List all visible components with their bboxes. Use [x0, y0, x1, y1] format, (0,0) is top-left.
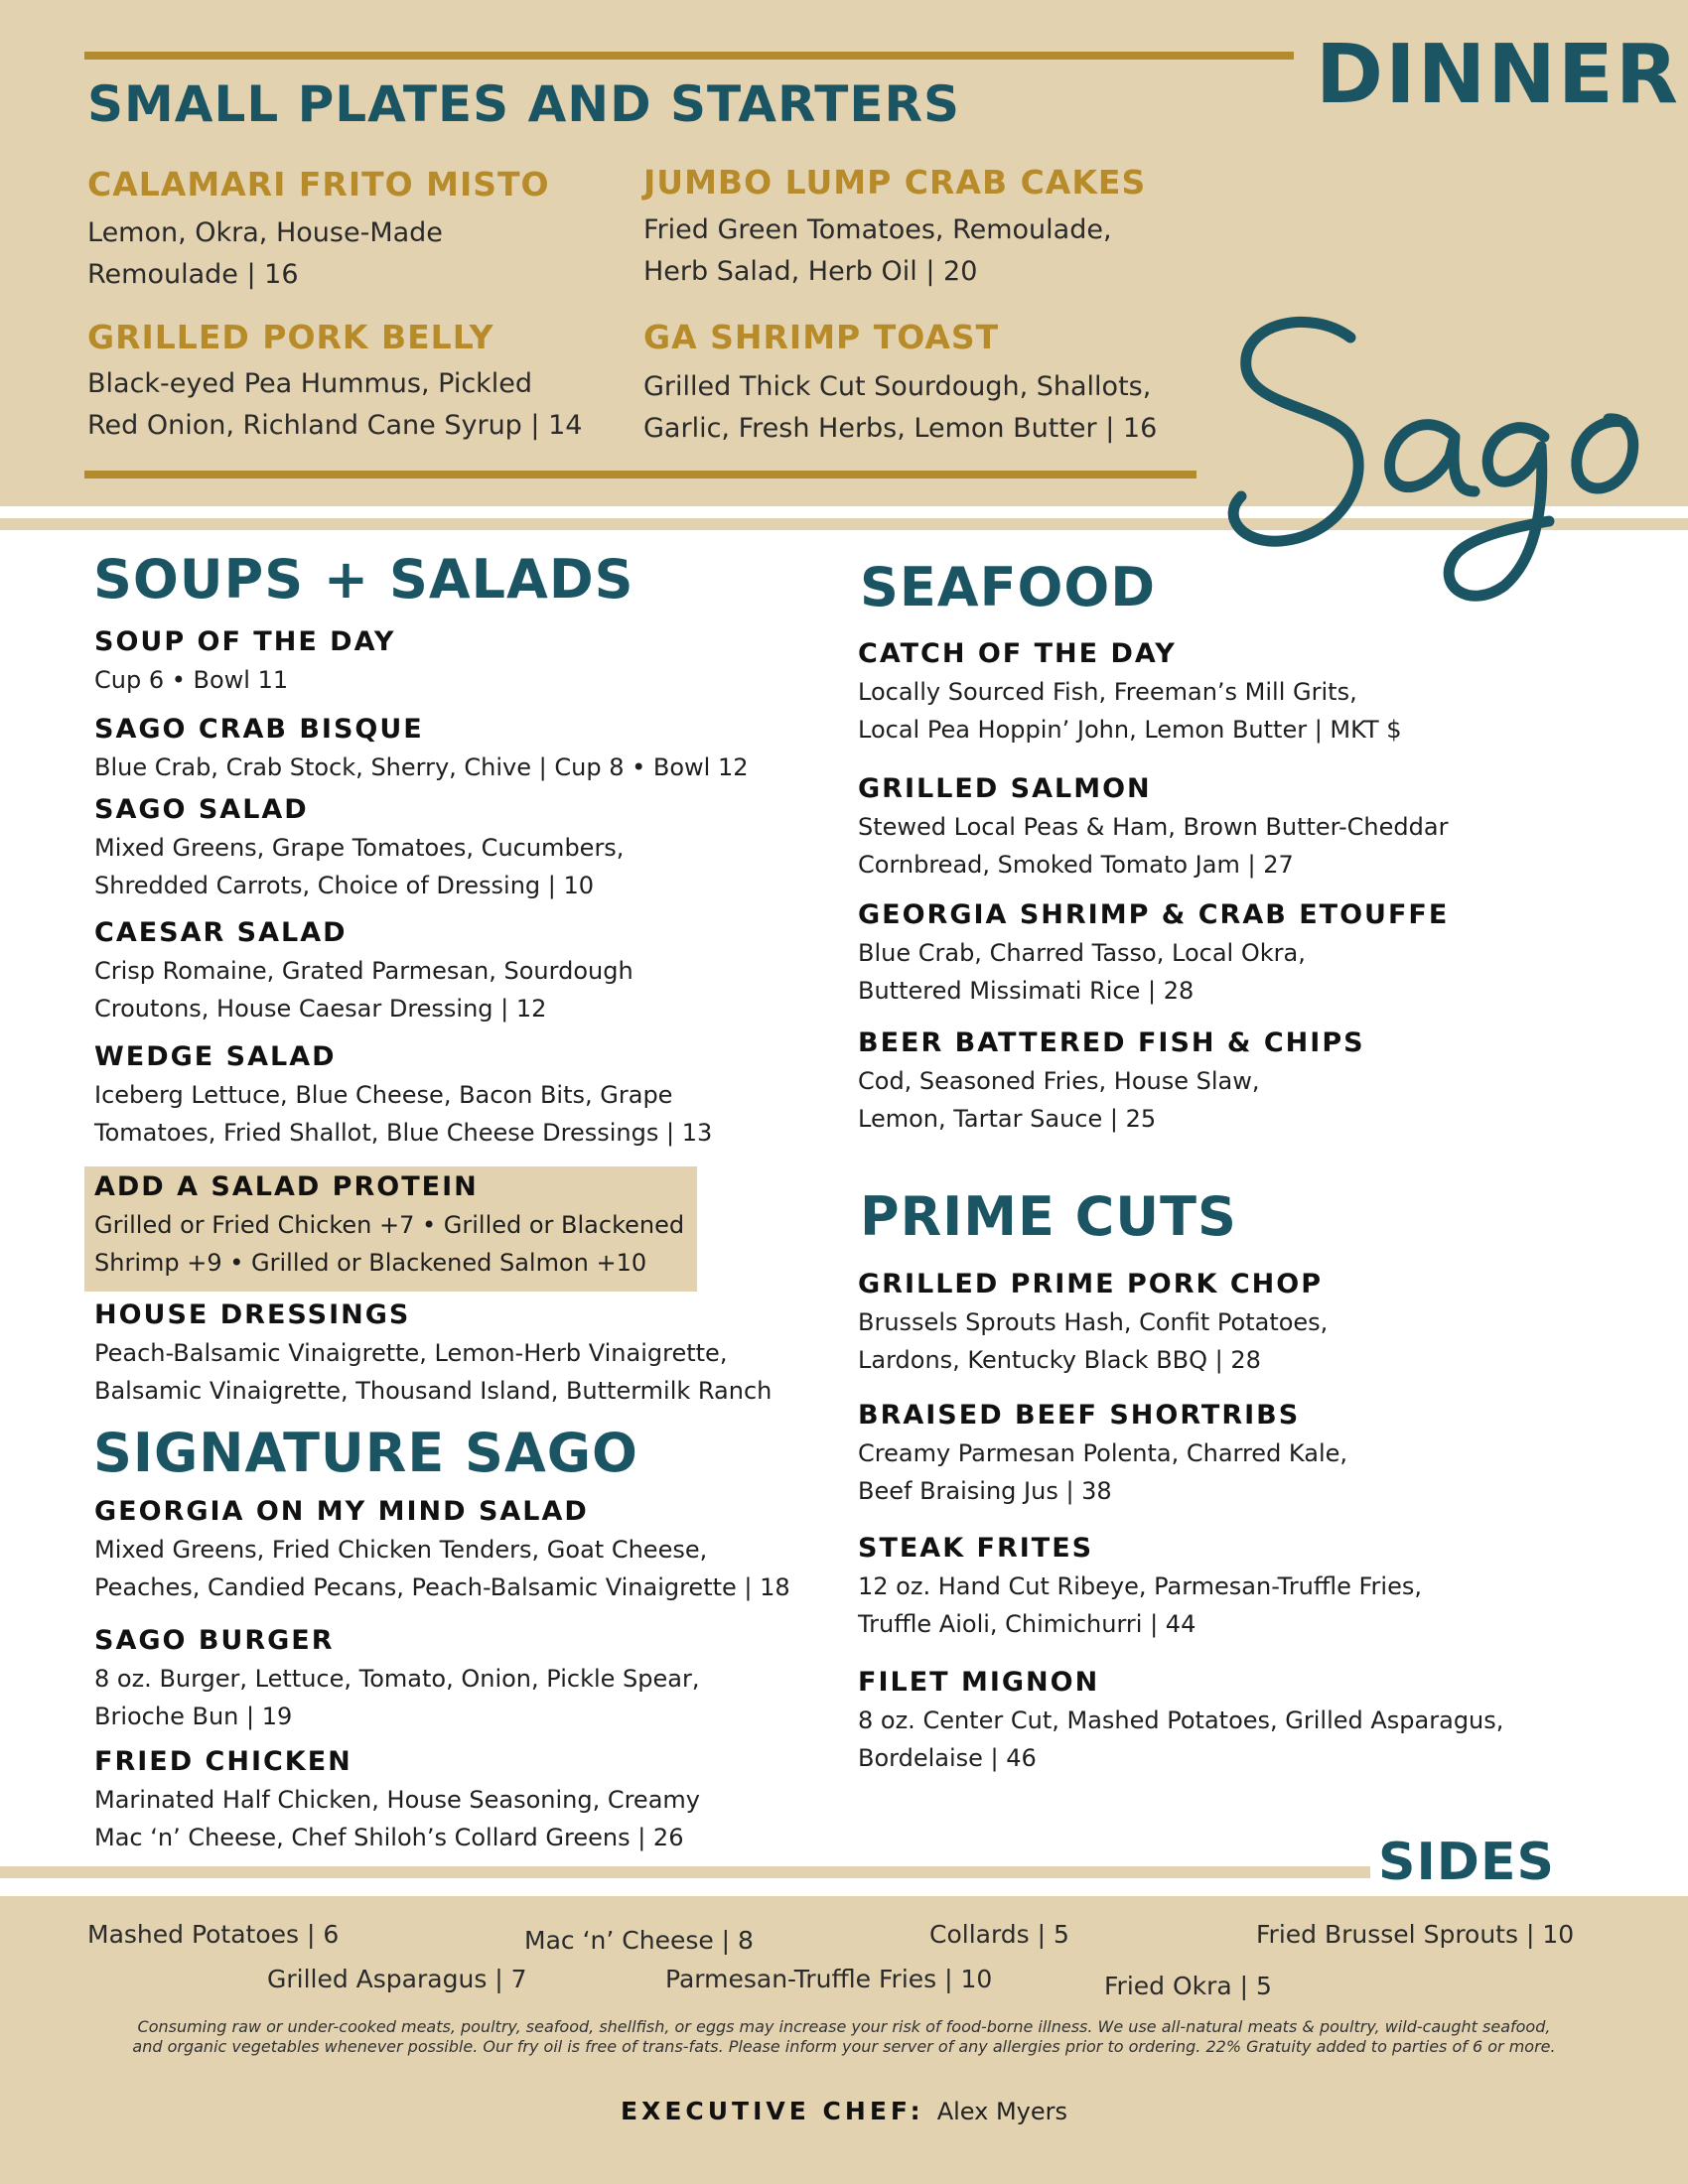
desc-line: Grilled Thick Cut Sourdough, Shallots,: [643, 371, 1152, 402]
desc-line: Black-eyed Pea Hummus, Pickled: [87, 368, 533, 399]
starter-desc-crab-cakes: [643, 209, 1199, 293]
side-item: Mashed Potatoes | 6: [87, 1920, 340, 1949]
item-desc: Mac ‘n’ Cheese, Chef Shiloh’s Collard Greens | 26: [94, 1824, 684, 1851]
item-desc: Brussels Sprouts Hash, Confit Potatoes,: [858, 1308, 1329, 1336]
menu-item-fried-chicken: [94, 1743, 819, 1856]
menu-title: DINNER: [1316, 28, 1680, 122]
starter-desc-pork-belly: [87, 363, 643, 447]
item-desc: Iceberg Lettuce, Blue Cheese, Bacon Bits, Grape: [94, 1081, 673, 1109]
item-desc: 12 oz. Hand Cut Ribeye, Parmesan-Truffle Fries,: [858, 1572, 1422, 1600]
item-name: STEAK FRITES: [858, 1533, 1094, 1564]
sides-heading: SIDES: [1378, 1833, 1555, 1892]
item-desc: Balsamic Vinaigrette, Thousand Island, Buttermilk Ranch: [94, 1377, 773, 1405]
sides-divider: [0, 1866, 1370, 1878]
item-desc: Cod, Seasoned Fries, House Slaw,: [858, 1067, 1260, 1095]
executive-chef: [0, 2097, 1688, 2125]
menu-item-crab-bisque: [94, 711, 819, 786]
item-name: HOUSE DRESSINGS: [94, 1299, 411, 1330]
item-name: SOUP OF THE DAY: [94, 626, 396, 657]
item-name: CATCH OF THE DAY: [858, 638, 1177, 669]
side-item: Fried Okra | 5: [1104, 1972, 1272, 2000]
side-item: Grilled Asparagus | 7: [267, 1965, 527, 1993]
item-desc: Local Pea Hoppin’ John, Lemon Butter | MKT $: [858, 716, 1402, 744]
item-desc: Bordelaise | 46: [858, 1744, 1037, 1772]
menu-item-fish-chips: [858, 1024, 1583, 1138]
item-desc: Shredded Carrots, Choice of Dressing | 10: [94, 872, 595, 899]
item-desc: Marinated Half Chicken, House Seasoning, Creamy: [94, 1786, 700, 1814]
starters-heading: SMALL PLATES AND STARTERS: [87, 75, 961, 133]
menu-item-soup-of-the-day: [94, 623, 819, 699]
item-desc: Mixed Greens, Fried Chicken Tenders, Goat Cheese,: [94, 1536, 708, 1564]
menu-item-sago-burger: [94, 1622, 819, 1735]
menu-item-shortribs: [858, 1397, 1583, 1510]
seafood-heading: SEAFOOD: [860, 556, 1157, 618]
desc-line: Lemon, Okra, House-Made: [87, 217, 443, 248]
desc-line: Fried Green Tomatoes, Remoulade,: [643, 214, 1112, 245]
item-name: FILET MIGNON: [858, 1667, 1100, 1698]
item-desc: Mixed Greens, Grape Tomatoes, Cucumbers,: [94, 834, 625, 862]
item-name: SAGO BURGER: [94, 1625, 335, 1656]
side-item: Fried Brussel Sprouts | 10: [1256, 1920, 1575, 1949]
item-desc: Lardons, Kentucky Black BBQ | 28: [858, 1346, 1261, 1374]
soups-salads-heading: SOUPS + SALADS: [93, 548, 634, 611]
desc-line: Garlic, Fresh Herbs, Lemon Butter | 16: [643, 413, 1158, 444]
item-name: SAGO SALAD: [94, 794, 309, 825]
starter-desc-shrimp-toast: [643, 366, 1199, 450]
item-desc: Blue Crab, Crab Stock, Sherry, Chive | Cup 8 • Bowl 12: [94, 753, 749, 781]
item-name: CAESAR SALAD: [94, 917, 348, 948]
signature-heading: SIGNATURE SAGO: [93, 1422, 638, 1484]
item-desc: Stewed Local Peas & Ham, Brown Butter-Cheddar: [858, 813, 1449, 841]
menu-item-filet-mignon: [858, 1664, 1583, 1777]
item-desc: Buttered Missimati Rice | 28: [858, 977, 1195, 1005]
item-desc: Croutons, House Caesar Dressing | 12: [94, 995, 547, 1023]
desc-line: Remoulade | 16: [87, 259, 299, 290]
item-desc: Cornbread, Smoked Tomato Jam | 27: [858, 851, 1294, 879]
menu-item-sago-salad: [94, 791, 819, 904]
bottom-gold-rule: [84, 471, 1196, 478]
starter-name-calamari: CALAMARI FRITO MISTO: [87, 165, 550, 204]
menu-item-etouffe: [858, 896, 1583, 1010]
side-item: Collards | 5: [929, 1920, 1069, 1949]
starter-name-pork-belly: GRILLED PORK BELLY: [87, 318, 494, 356]
item-desc: Lemon, Tartar Sauce | 25: [858, 1105, 1157, 1133]
side-item: Parmesan-Truffle Fries | 10: [665, 1965, 993, 1993]
starter-name-crab-cakes: JUMBO LUMP CRAB CAKES: [643, 163, 1147, 202]
item-name: SAGO CRAB BISQUE: [94, 714, 424, 745]
item-desc: Truffle Aioli, Chimichurri | 44: [858, 1610, 1196, 1638]
item-name: GRILLED PRIME PORK CHOP: [858, 1269, 1324, 1299]
item-desc: Creamy Parmesan Polenta, Charred Kale,: [858, 1439, 1348, 1467]
item-name: BEER BATTERED FISH & CHIPS: [858, 1027, 1365, 1058]
menu-item-pork-chop: [858, 1266, 1583, 1379]
item-desc: Shrimp +9 • Grilled or Blackened Salmon +10: [94, 1249, 647, 1277]
menu-item-wedge-salad: [94, 1038, 819, 1152]
disclaimer-line: Consuming raw or under-cooked meats, poultry, seafood, shellfish, or eggs may increase your risk of food-borne illness. We use all-natural meats & poultry, wild-caught seafood,: [137, 2017, 1551, 2036]
item-desc: 8 oz. Burger, Lettuce, Tomato, Onion, Pickle Spear,: [94, 1665, 700, 1693]
item-desc: Crisp Romaine, Grated Parmesan, Sourdough: [94, 957, 633, 985]
menu-item-salad-protein: [94, 1168, 819, 1282]
item-desc: 8 oz. Center Cut, Mashed Potatoes, Grilled Asparagus,: [858, 1706, 1504, 1734]
chef-name: Alex Myers: [936, 2098, 1068, 2125]
menu-item-catch-of-the-day: [858, 635, 1583, 749]
prime-cuts-heading: PRIME CUTS: [860, 1185, 1237, 1248]
item-name: GEORGIA SHRIMP & CRAB ETOUFFE: [858, 899, 1450, 930]
menu-item-georgia-salad: [94, 1493, 819, 1606]
menu-item-steak-frites: [858, 1530, 1583, 1643]
desc-line: Red Onion, Richland Cane Syrup | 14: [87, 410, 583, 441]
disclaimer-line: and organic vegetables whenever possible. Our fry oil is free of trans-fats. Please inform your server of any allergies prior to ordering. 22% Gratuity added to parties of 6 or more.: [132, 2037, 1556, 2056]
menu-item-grilled-salmon: [858, 770, 1583, 884]
item-desc: Tomatoes, Fried Shallot, Blue Cheese Dressings | 13: [94, 1119, 713, 1147]
desc-line: Herb Salad, Herb Oil | 20: [643, 256, 978, 287]
item-desc: Blue Crab, Charred Tasso, Local Okra,: [858, 939, 1306, 967]
item-desc: Cup 6 • Bowl 11: [94, 666, 289, 694]
sago-logo: [1201, 288, 1678, 615]
starter-desc-calamari: [87, 212, 643, 296]
side-item: Mac ‘n’ Cheese | 8: [524, 1926, 754, 1955]
top-gold-rule: [84, 52, 1294, 60]
item-name: FRIED CHICKEN: [94, 1746, 352, 1777]
item-name: BRAISED BEEF SHORTRIBS: [858, 1400, 1301, 1431]
item-name: GRILLED SALMON: [858, 773, 1152, 804]
chef-label: EXECUTIVE CHEF:: [620, 2097, 924, 2125]
item-name: WEDGE SALAD: [94, 1041, 337, 1072]
starter-name-shrimp-toast: GA SHRIMP TOAST: [643, 318, 1000, 356]
item-name: ADD A SALAD PROTEIN: [94, 1171, 479, 1202]
menu-item-house-dressings: [94, 1297, 819, 1410]
item-desc: Grilled or Fried Chicken +7 • Grilled or Blackened: [94, 1211, 685, 1239]
item-desc: Peach-Balsamic Vinaigrette, Lemon-Herb Vinaigrette,: [94, 1339, 728, 1367]
disclaimer: [40, 2017, 1648, 2057]
item-desc: Locally Sourced Fish, Freeman’s Mill Grits,: [858, 678, 1357, 706]
item-desc: Brioche Bun | 19: [94, 1703, 293, 1730]
item-desc: Beef Braising Jus | 38: [858, 1477, 1112, 1505]
item-desc: Peaches, Candied Pecans, Peach-Balsamic Vinaigrette | 18: [94, 1573, 790, 1601]
menu-item-caesar-salad: [94, 914, 819, 1027]
item-name: GEORGIA ON MY MIND SALAD: [94, 1496, 589, 1527]
